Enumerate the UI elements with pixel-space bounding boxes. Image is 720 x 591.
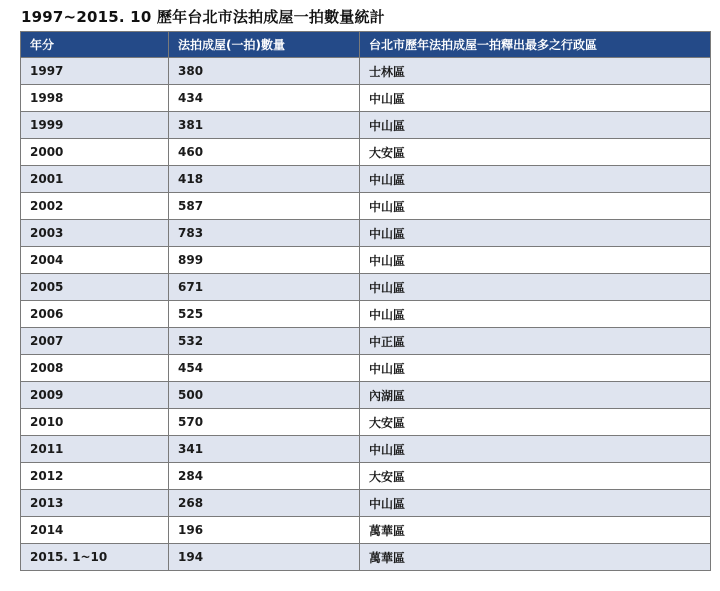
table-header-row: [21, 32, 711, 58]
table-row: [21, 274, 711, 301]
cell-count: 532: [169, 328, 360, 355]
cell-district: 中山區: [360, 490, 711, 517]
cell-count: 196: [169, 517, 360, 544]
cell-count: 570: [169, 409, 360, 436]
cell-count: 284: [169, 463, 360, 490]
cell-count: 899: [169, 247, 360, 274]
table-row: [21, 544, 711, 571]
cell-count: 525: [169, 301, 360, 328]
column-header-count: 法拍成屋(一拍)數量: [169, 32, 360, 58]
table-row: [21, 382, 711, 409]
table-row: [21, 517, 711, 544]
table-row: [21, 193, 711, 220]
table-row: [21, 220, 711, 247]
table-row: [21, 58, 711, 85]
table-row: [21, 85, 711, 112]
cell-district: 中山區: [360, 193, 711, 220]
table-row: [21, 436, 711, 463]
cell-district: 大安區: [360, 463, 711, 490]
cell-year: 2003: [21, 220, 169, 247]
column-header-year: 年分: [21, 32, 169, 58]
cell-district: 中山區: [360, 301, 711, 328]
cell-district: 士林區: [360, 58, 711, 85]
cell-year: 2005: [21, 274, 169, 301]
cell-district: 中山區: [360, 355, 711, 382]
cell-district: 中山區: [360, 166, 711, 193]
cell-district: 大安區: [360, 409, 711, 436]
cell-year: 2012: [21, 463, 169, 490]
cell-year: 2002: [21, 193, 169, 220]
cell-year: 2010: [21, 409, 169, 436]
cell-count: 587: [169, 193, 360, 220]
cell-count: 381: [169, 112, 360, 139]
cell-district: 中正區: [360, 328, 711, 355]
cell-district: 中山區: [360, 220, 711, 247]
cell-count: 671: [169, 274, 360, 301]
cell-count: 500: [169, 382, 360, 409]
cell-year: 2013: [21, 490, 169, 517]
cell-year: 1998: [21, 85, 169, 112]
cell-district: 中山區: [360, 436, 711, 463]
cell-year: 2006: [21, 301, 169, 328]
table-row: [21, 490, 711, 517]
cell-count: 380: [169, 58, 360, 85]
cell-count: 783: [169, 220, 360, 247]
table-row: [21, 301, 711, 328]
table-row: [21, 463, 711, 490]
cell-count: 434: [169, 85, 360, 112]
cell-year: 2007: [21, 328, 169, 355]
cell-count: 460: [169, 139, 360, 166]
cell-district: 萬華區: [360, 544, 711, 571]
table-row: [21, 355, 711, 382]
cell-year: 1997: [21, 58, 169, 85]
table-row: [21, 139, 711, 166]
cell-count: 194: [169, 544, 360, 571]
foreclosure-stats-table: [20, 31, 711, 571]
cell-year: 2014: [21, 517, 169, 544]
cell-year: 1999: [21, 112, 169, 139]
cell-count: 341: [169, 436, 360, 463]
cell-year: 2008: [21, 355, 169, 382]
cell-year: 2000: [21, 139, 169, 166]
table-row: [21, 328, 711, 355]
column-header-district: 台北市歷年法拍成屋一拍釋出最多之行政區: [360, 32, 711, 58]
cell-year: 2011: [21, 436, 169, 463]
cell-district: 萬華區: [360, 517, 711, 544]
cell-year: 2015. 1~10: [21, 544, 169, 571]
table-row: [21, 112, 711, 139]
cell-district: 中山區: [360, 85, 711, 112]
cell-count: 418: [169, 166, 360, 193]
cell-district: 大安區: [360, 139, 711, 166]
table-row: [21, 166, 711, 193]
cell-year: 2001: [21, 166, 169, 193]
cell-district: 中山區: [360, 247, 711, 274]
cell-count: 268: [169, 490, 360, 517]
cell-count: 454: [169, 355, 360, 382]
page-title: 1997~2015. 10 歷年台北市法拍成屋一拍數量統計: [21, 8, 385, 26]
cell-district: 內湖區: [360, 382, 711, 409]
cell-district: 中山區: [360, 274, 711, 301]
cell-year: 2009: [21, 382, 169, 409]
table-row: [21, 409, 711, 436]
cell-year: 2004: [21, 247, 169, 274]
cell-district: 中山區: [360, 112, 711, 139]
table-row: [21, 247, 711, 274]
